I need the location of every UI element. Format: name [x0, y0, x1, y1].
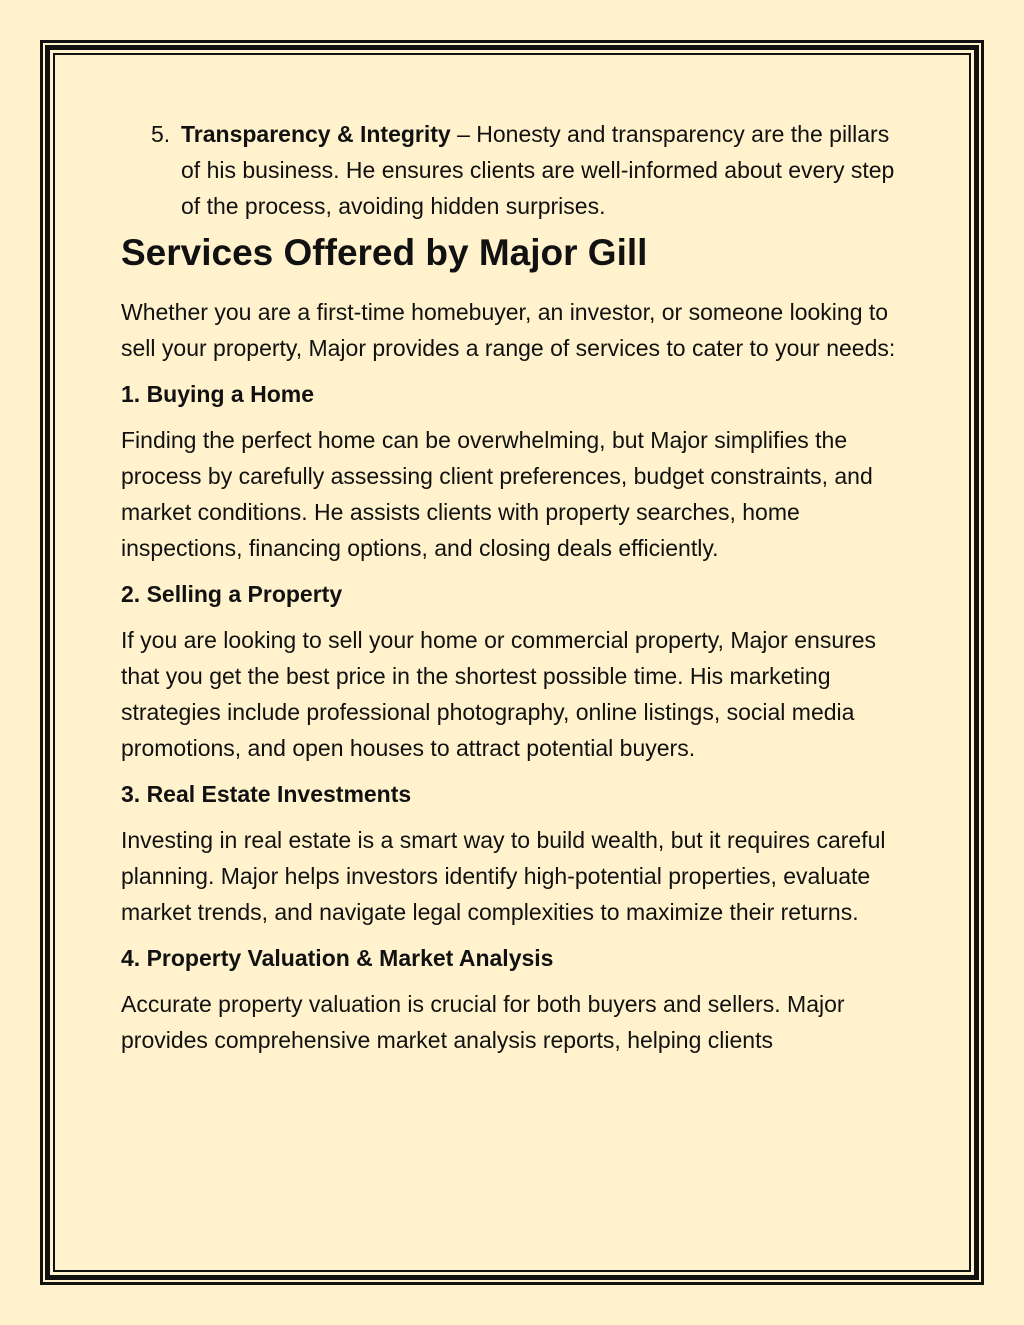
- list-item-text: – Honesty and transparency are the pillars of his business. He ensures clients are well-informed about every step of the process, avoiding hidden surprises.: [181, 121, 895, 219]
- paragraph-buying: Finding the perfect home can be overwhelming, but Major simplifies the process by carefully assessing client preferences, budget constraints, and market conditions. He assists clients with property searches, home inspections, financing options, and closing deals efficiently.: [121, 427, 873, 561]
- paragraph-investments: Investing in real estate is a smart way to build wealth, but it requires careful planning. Major helps investors identify high-potential properties, evaluate market trends, and navigate legal complexities to maximize their returns.: [121, 827, 886, 925]
- paragraph-valuation: Accurate property valuation is crucial for both buyers and sellers. Major provides comprehensive market analysis reports, helping clients: [121, 991, 845, 1053]
- subheading-buying: 1. Buying a Home: [121, 381, 314, 407]
- list-item: [121, 116, 911, 224]
- subheading-selling: 2. Selling a Property: [121, 581, 343, 607]
- document-content: [121, 116, 911, 1068]
- paragraph-selling: If you are looking to sell your home or commercial property, Major ensures that you get the best price in the shortest possible time. His marketing strategies include professional photography, online listings, social media promotions, and open houses to attract potential buyers.: [121, 627, 877, 761]
- section-heading: Services Offered by Major Gill: [121, 232, 648, 273]
- list-number: 5.: [151, 121, 171, 147]
- subheading-valuation: 4. Property Valuation & Market Analysis: [121, 945, 554, 971]
- intro-paragraph: Whether you are a first-time homebuyer, an investor, or someone looking to sell your property, Major provides a range of services to cater to your needs:: [121, 299, 896, 361]
- list-item-lead: Transparency & Integrity: [181, 121, 451, 147]
- subheading-investments: 3. Real Estate Investments: [121, 781, 412, 807]
